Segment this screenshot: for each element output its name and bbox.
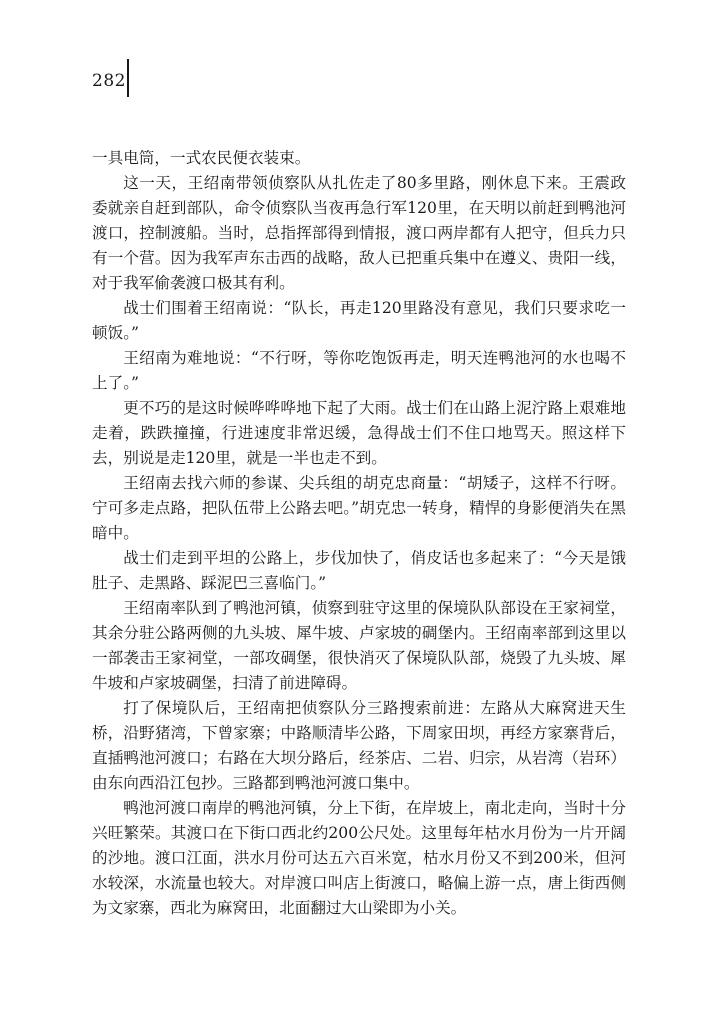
paragraph-4: 王绍南为难地说：“不行呀，等你吃饱饭再走，明天连鸭池河的水也喝不上了。”: [92, 349, 626, 392]
paragraph-9: 打了保境队后，王绍南把侦察队分三路搜索前进：左路从大麻窝进天生桥，沿野猪湾，下曾家寨；中路顺清毕公路，下周家田坝，再经方家寨背后，直插鸭池河渡口；右路在大坝分路后，经茶店、二岩、归宗，从岩湾（岩环）由东向西沿江包抄。三路都到鸭池河渡口集中。: [92, 699, 626, 792]
paragraph-8: 王绍南率队到了鸭池河镇，侦察到驻守这里的保境队队部设在王家祠堂，其余分驻公路两侧的九头坡、犀牛坡、卢家坡的碉堡内。王绍南率部到这里以一部袭击王家祠堂，一部攻碉堡，很快消灭了保境队队部，烧毁了九头坡、犀牛坡和卢家坡碉堡，扫清了前进障碍。: [92, 599, 626, 692]
paragraph-6: 王绍南去找六师的参谋、尖兵组的胡克忠商量：“胡矮子，这样不行呀。宁可多走点路，把队伍带上公路去吧。”胡克忠一转身，精悍的身影便消失在黑暗中。: [92, 474, 626, 542]
paragraph-2: 这一天，王绍南带领侦察队从扎佐走了80多里路，刚休息下来。王震政委就亲自赶到部队，命令侦察队当夜再急行军120里，在天明以前赶到鸭池河渡口，控制渡船。当时，总指挥部得到情报，渡口两岸都有人把守，但兵力只有一个营。因为我军声东击西的战略，敌人已把重兵集中在遵义、贵阳一线，对于我军偷袭渡口极其有利。: [92, 174, 626, 292]
page-number-rule: [127, 59, 129, 97]
paragraph-5: 更不巧的是这时候哗哗哗地下起了大雨。战士们在山路上泥泞路上艰难地走着，跌跌撞撞，行进速度非常迟缓，急得战士们不住口地骂天。照这样下去，别说是走120里，就是一半也走不到。: [92, 399, 626, 467]
paragraph-3: 战士们围着王绍南说：“队长，再走120里路没有意见，我们只要求吃一顿饭。”: [92, 299, 626, 342]
paragraph-10: 鸭池河渡口南岸的鸭池河镇，分上下街，在岸坡上，南北走向，当时十分兴旺繁荣。其渡口在下街口西北约200公尺处。这里每年枯水月份为一片开阔的沙地。渡口江面，洪水月份可达五六百米宽，枯水月份又不到200米，但河水较深，水流量也较大。对岸渡口叫店上街渡口，略偏上游一点，唐上街西侧为文家寨，西北为麻窝田，北面翻过大山梁即为小关。: [92, 799, 626, 917]
paragraph-1: 一具电筒，一式农民便衣装束。: [92, 149, 311, 167]
page-number: 282: [92, 71, 126, 91]
paragraph-7: 战士们走到平坦的公路上，步伐加快了，俏皮话也多起来了：“今天是饿肚子、走黑路、踩泥巴三喜临门。”: [92, 549, 626, 592]
body-text: [92, 146, 626, 921]
